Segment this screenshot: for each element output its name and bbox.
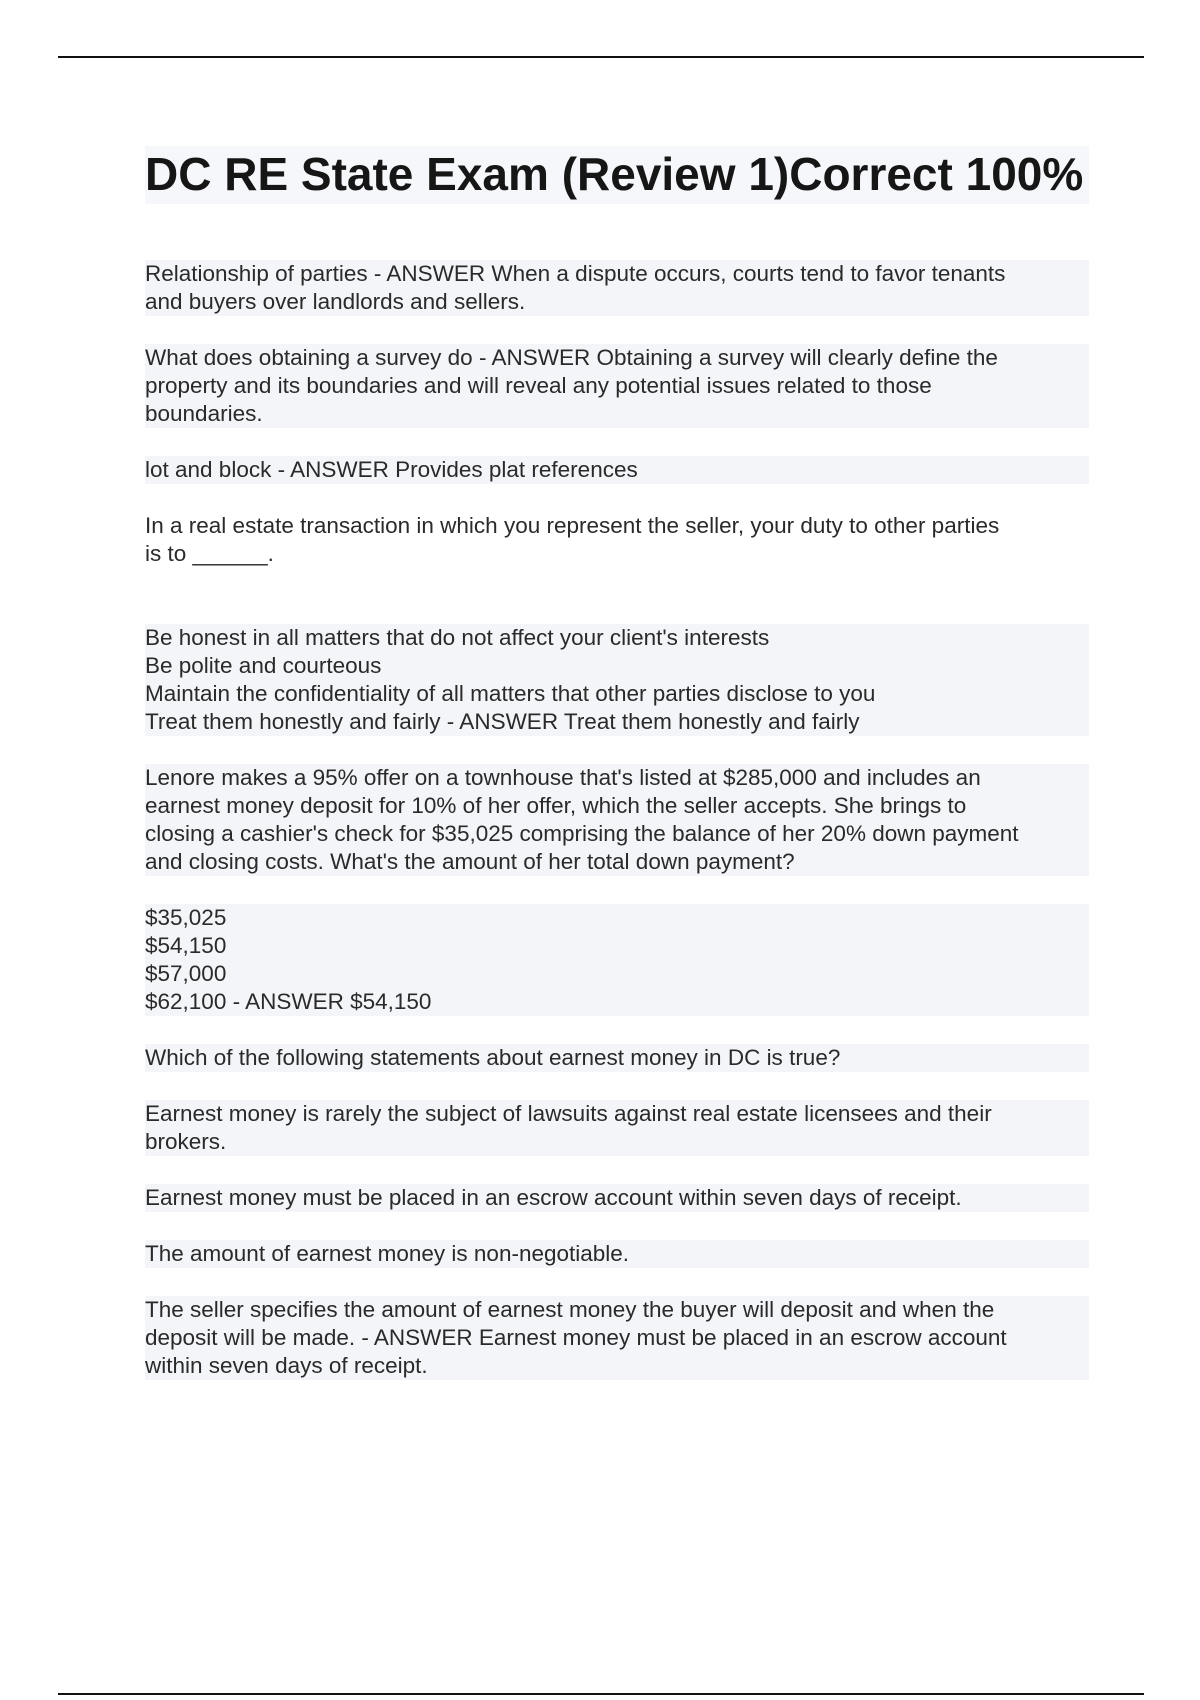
- document-body: [145, 260, 1089, 1380]
- document-page: [145, 146, 1089, 1408]
- question-earnest-money: [145, 1044, 1089, 1072]
- option-line: Maintain the confidentiality of all matters that other parties disclose to you: [145, 681, 876, 706]
- option-line: Treat them honestly and fairly - ANSWER Treat them honestly and fairly: [145, 709, 860, 734]
- text-line: and buyers over landlords and sellers.: [145, 289, 526, 314]
- bottom-rule: [58, 1693, 1144, 1695]
- text-line: What does obtaining a survey do - ANSWER Obtaining a survey will clearly define the: [145, 345, 998, 370]
- text-line: boundaries.: [145, 401, 263, 426]
- text-line: closing a cashier's check for $35,025 comprising the balance of her 20% down payment: [145, 821, 1019, 846]
- option-earnest-seller-specifies: [145, 1296, 1089, 1380]
- option-line: Be polite and courteous: [145, 653, 382, 678]
- option-line: $57,000: [145, 961, 227, 986]
- qa-survey: [145, 344, 1089, 428]
- option-line: Be honest in all matters that do not affect your client's interests: [145, 625, 770, 650]
- option-line: The amount of earnest money is non-negotiable.: [145, 1241, 630, 1266]
- option-line: brokers.: [145, 1129, 227, 1154]
- text-line: property and its boundaries and will reveal any potential issues related to those: [145, 373, 932, 398]
- options-seller-duty: [145, 624, 1089, 736]
- top-rule: [58, 56, 1144, 58]
- text-line: In a real estate transaction in which you represent the seller, your duty to other parties: [145, 513, 1000, 538]
- option-earnest-escrow: [145, 1184, 1089, 1212]
- qa-relationship-of-parties: [145, 260, 1089, 316]
- question-seller-duty: [145, 512, 1089, 568]
- text-line: Which of the following statements about earnest money in DC is true?: [145, 1045, 841, 1070]
- option-line: The seller specifies the amount of earnest money the buyer will deposit and when the: [145, 1297, 995, 1322]
- text-line: and closing costs. What's the amount of her total down payment?: [145, 849, 795, 874]
- qa-lot-and-block: [145, 456, 1089, 484]
- title-block: [145, 146, 1089, 204]
- option-earnest-lawsuits: [145, 1100, 1089, 1156]
- text-line: is to ______.: [145, 541, 274, 566]
- option-line: $54,150: [145, 933, 227, 958]
- text-line: Lenore makes a 95% offer on a townhouse that's listed at $285,000 and includes an: [145, 765, 981, 790]
- option-line: Earnest money is rarely the subject of lawsuits against real estate licensees and their: [145, 1101, 992, 1126]
- question-lenore: [145, 764, 1089, 876]
- options-lenore: [145, 904, 1089, 1016]
- option-line: deposit will be made. - ANSWER Earnest money must be placed in an escrow account: [145, 1325, 1007, 1350]
- text-line: earnest money deposit for 10% of her offer, which the seller accepts. She brings to: [145, 793, 967, 818]
- option-earnest-non-negotiable: [145, 1240, 1089, 1268]
- option-line: $35,025: [145, 905, 227, 930]
- document-title: DC RE State Exam (Review 1)Correct 100%: [145, 148, 1084, 200]
- text-line: Relationship of parties - ANSWER When a dispute occurs, courts tend to favor tenants: [145, 261, 1006, 286]
- option-line: $62,100 - ANSWER $54,150: [145, 989, 432, 1014]
- option-line: within seven days of receipt.: [145, 1353, 428, 1378]
- option-line: Earnest money must be placed in an escrow account within seven days of receipt.: [145, 1185, 962, 1210]
- text-line: lot and block - ANSWER Provides plat references: [145, 457, 638, 482]
